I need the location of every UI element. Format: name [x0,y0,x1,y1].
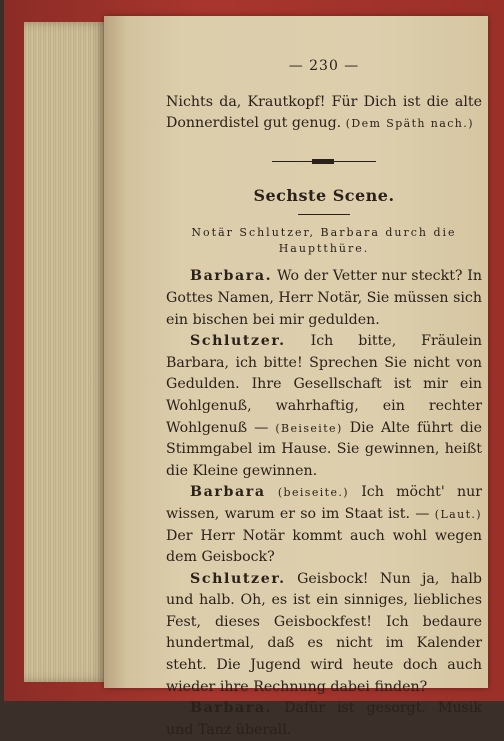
stage-direction: Notär Schlutzer, Barbara durch die Hauptthüre. [191,226,457,256]
page-content [166,56,482,741]
speech-barbara-1 [166,266,482,331]
opening-text: Nichts da, Krautkopf! Für Dich ist die alte Donnerdistel gut genug. [166,93,482,132]
speech-direction: (Laut.) [434,507,482,521]
speaker-name: Barbara. [190,268,273,285]
speech-schlutzer-2 [166,569,482,699]
book-page [104,16,488,738]
speaker-name: Barbara [190,484,266,501]
opening-direction: (Dem Späth nach.) [345,117,474,131]
speech-text: Geisbock! Nun ja, halb und halb. Oh, es ist ein sinniges, liebliches Fest, dieses Geisbockfest! Ich bedaure hundertmal, daß es nicht im Kalender steht. Die Jugend wird heute doch auch wieder ihre Rechnung dabei finden? [166,570,483,695]
divider-bar [312,159,334,164]
speech-schlutzer-1 [166,331,482,482]
scene-title: Sechste Scene. [253,185,395,205]
speech-text: Der Herr Notär kommt auch wohl wegen dem Geisbock? [166,527,482,566]
speech-text: Dafür ist gesorgt. Musik und Tanz überall. [166,700,483,738]
speech-text: Die Alte führt die Stimmgabel im Hause. Sie gewinnen, heißt die Kleine gewinnen. [166,419,483,479]
speaker-name: Schlutzer. [190,570,286,587]
opening-paragraph [166,92,482,135]
speaker-name: Barbara. [190,700,273,717]
page-number: — 230 — [288,58,360,74]
speech-direction: (beiseite.) [277,486,349,500]
speech-direction: (Beiseite) [275,421,343,435]
speech-text: Ich bitte, Fräulein Barbara, ich bitte! Sprechen Sie nicht von Gedulden. Ihre Gesellschaft ist mir ein Wohlgenuß, wahrhaftig, ein rechter Wohlgenuß — [166,333,482,436]
speech-barbara-2 [166,482,482,568]
title-rule [298,214,350,215]
speech-barbara-3 [166,698,482,741]
speech-text: Ich möcht' nur wissen, warum er so im Staat ist. — [166,484,483,522]
page-edges [24,22,106,682]
speaker-name: Schlutzer. [190,333,286,350]
speech-text: Wo der Vetter nur steckt? In Gottes Namen, Herr Notär, Sie müssen sich ein bischen bei mir gedulden. [166,268,482,328]
section-divider [272,157,376,167]
